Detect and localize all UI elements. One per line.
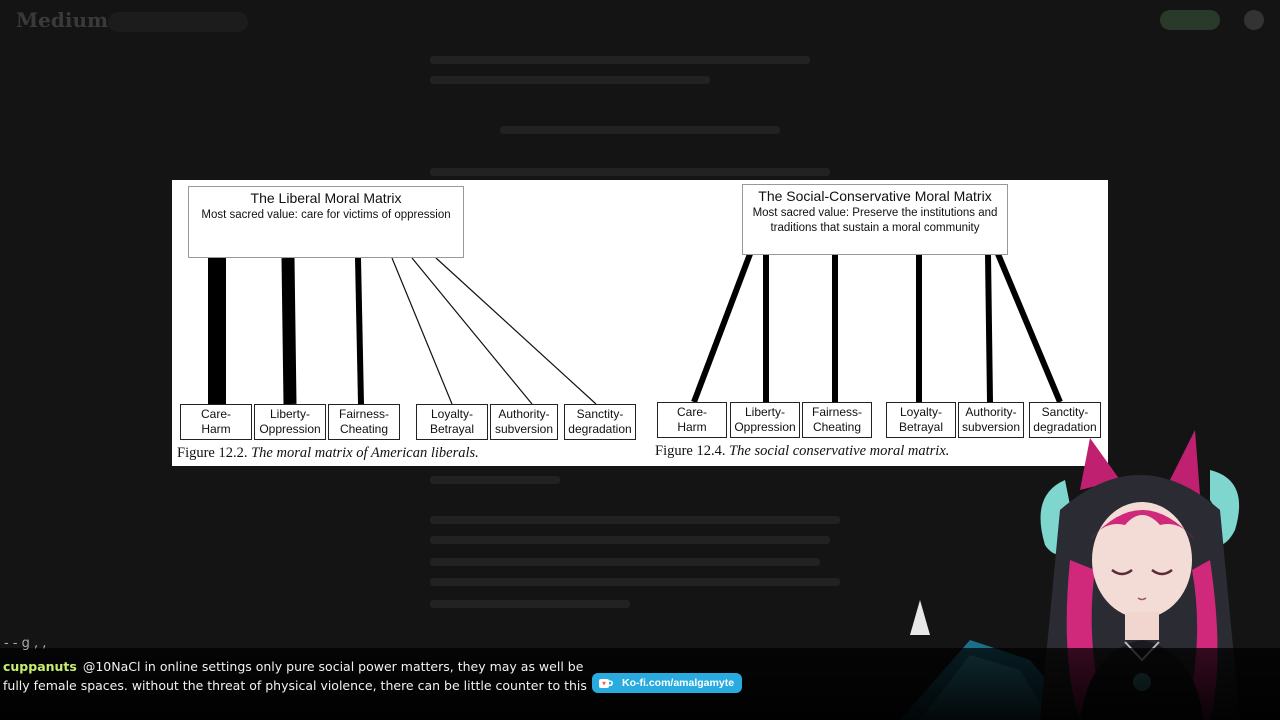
conservative-foundation-loyalty: Loyalty- Betrayal — [886, 402, 956, 438]
article-text-line — [430, 56, 810, 64]
article-text-line — [430, 516, 840, 524]
liberal-foundation-authority: Authority- subversion — [490, 404, 558, 440]
chat-message — [3, 657, 593, 695]
conservative-foundation-fairness: Fairness- Cheating — [802, 402, 872, 438]
liberal-matrix-subtitle: Most sacred value: care for victims of oppression — [201, 209, 451, 221]
article-text-line — [430, 76, 710, 84]
wing-claw — [910, 600, 930, 635]
article-text-line — [430, 578, 840, 586]
liberal-foundation-loyalty: Loyalty- Betrayal — [416, 404, 488, 440]
article-text-line — [430, 600, 630, 608]
conservative-foundation-care: Care- Harm — [657, 402, 727, 438]
header-button[interactable] — [1160, 10, 1220, 30]
article-text-line — [430, 558, 820, 566]
article-text-line — [430, 476, 560, 484]
user-avatar[interactable] — [1244, 10, 1264, 30]
liberal-foundation-care: Care- Harm — [180, 404, 252, 440]
liberal-foundation-liberty: Liberty- Oppression — [254, 404, 326, 440]
kofi-cup-icon — [598, 677, 614, 689]
kofi-badge[interactable] — [592, 673, 742, 693]
chat-message-text: @10NaCl in online settings only pure social power matters, they may as well be fully female spaces. without the threat of physical violence, there can be little counter to this — [3, 659, 587, 693]
chat-previous-message-fragment: - - g , , — [4, 636, 47, 651]
conservative-foundation-authority: Authority- subversion — [958, 402, 1024, 438]
medium-logo[interactable]: Medium — [16, 8, 109, 32]
article-text-line — [500, 126, 780, 134]
conservative-caption-text: The social conservative moral matrix. — [729, 443, 950, 459]
conservative-foundation-sanctity: Sanctity- degradation — [1029, 402, 1101, 438]
liberal-caption-text: The moral matrix of American liberals. — [251, 445, 479, 461]
liberal-foundation-fairness: Fairness- Cheating — [328, 404, 400, 440]
kofi-label: Ko-fi.com/amalgamyte — [622, 677, 735, 689]
conservative-foundation-liberty: Liberty- Oppression — [730, 402, 800, 438]
article-text-line — [430, 168, 830, 176]
liberal-foundation-sanctity: Sanctity- degradation — [564, 404, 636, 440]
conservative-matrix-subtitle: Most sacred value: Preserve the institutions and traditions that sustain a moral community — [752, 207, 998, 234]
liberal-caption-prefix: Figure 12.2. — [177, 445, 248, 461]
liberal-figure-caption — [177, 445, 479, 462]
article-text-line — [430, 536, 830, 544]
search-bar[interactable] — [108, 12, 248, 32]
conservative-matrix-box — [742, 184, 1008, 255]
chat-username: cuppanuts — [3, 659, 77, 674]
conservative-matrix-title: The Social-Conservative Moral Matrix — [758, 188, 992, 204]
conservative-caption-prefix: Figure 12.4. — [655, 443, 726, 459]
face — [1092, 502, 1192, 618]
liberal-matrix-title: The Liberal Moral Matrix — [250, 190, 402, 206]
liberal-matrix-box — [188, 186, 464, 258]
